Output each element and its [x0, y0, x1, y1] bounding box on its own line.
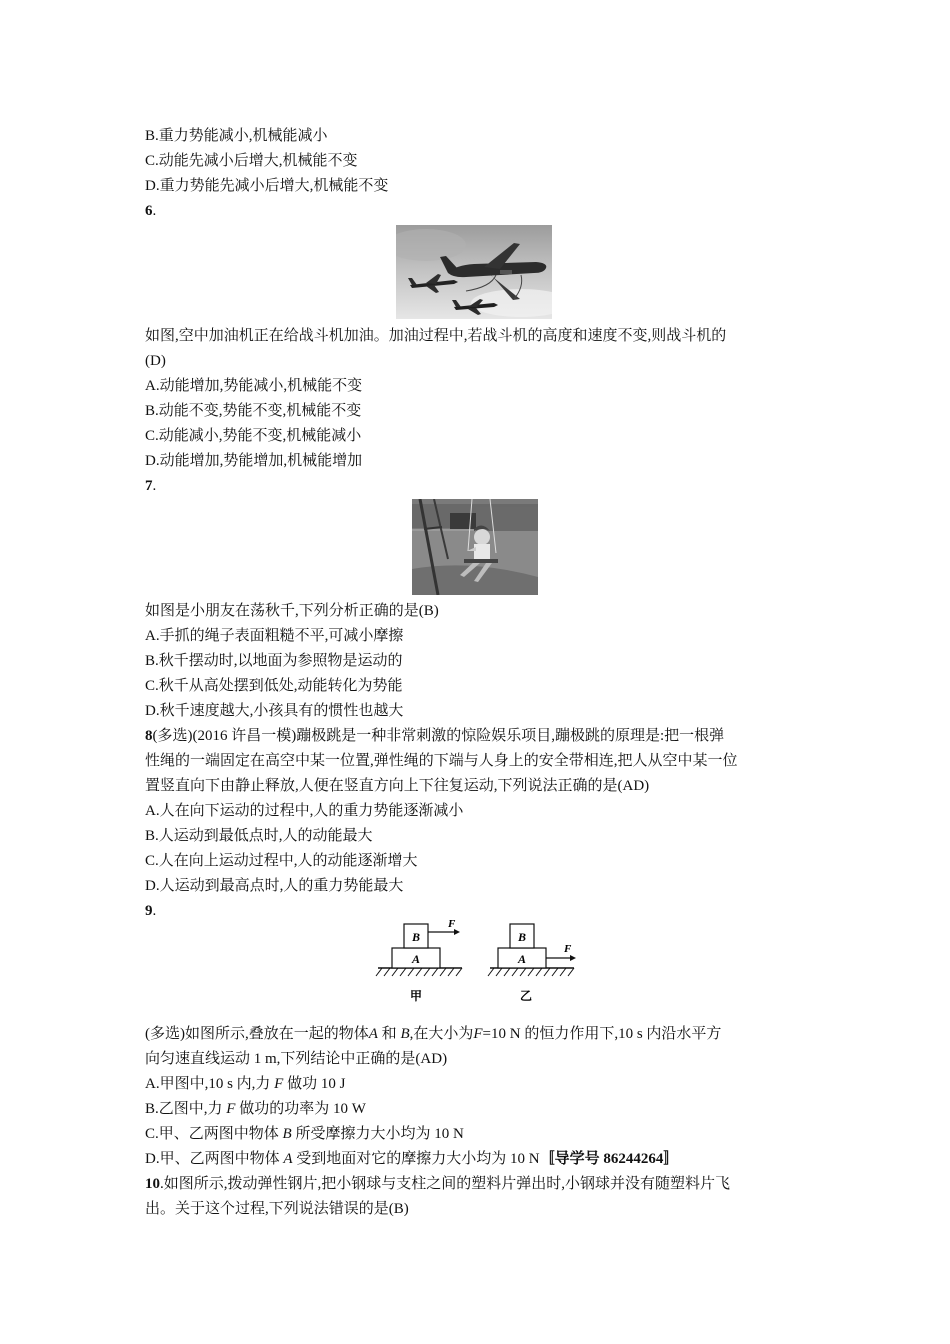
q8-stem-line3: 置竖直向下由静止释放,人便在竖直方向上下往复运动,下列说法正确的是(AD) [145, 778, 650, 794]
q9-option-d [145, 1149, 678, 1169]
q9-number: 9 [145, 903, 153, 919]
label-f: F [564, 943, 572, 955]
q6-option-b: B.动能不变,势能不变,机械能不变 [145, 403, 362, 419]
q9-option-text: 做功的功率为 10 W [239, 1101, 366, 1117]
q10-number: 10 [145, 1176, 160, 1192]
q7-number-line: 7. [145, 478, 157, 494]
q8-stem-line2: 性绳的一端固定在高空中某一位置,弹性绳的下端与人身上的安全带相连,把人从空中某一位 [145, 753, 738, 769]
figure-yi [488, 924, 576, 1003]
q8-stem-line1 [145, 726, 724, 746]
caption-jia: 甲 [409, 989, 423, 1003]
q7-swing-photo [412, 499, 538, 595]
q8-option-c: C.人在向上运动过程中,人的动能逐渐增大 [145, 853, 418, 869]
caption-yi: 乙 [519, 989, 533, 1003]
q9-option-text: 受到地面对它的摩擦力大小均为 10 N [296, 1151, 540, 1167]
q8-number: 8 [145, 728, 153, 744]
q9-option-b [145, 1099, 366, 1119]
q8-option-a: A.人在向下运动的过程中,人的重力势能逐渐减小 [145, 803, 464, 819]
var-f: F [274, 1076, 284, 1092]
q9-option-text: C.甲、乙两图中物体 [145, 1126, 279, 1142]
label-b: B [411, 930, 421, 944]
q7-option-c: C.秋千从高处摆到低处,动能转化为势能 [145, 678, 403, 694]
arrow-head-icon [570, 955, 576, 961]
q5-option-b: B.重力势能减小,机械能减小 [145, 128, 328, 144]
q9-option-a [145, 1074, 345, 1094]
figure-jia [376, 918, 462, 1003]
q5-option-c: C.动能先减小后增大,机械能不变 [145, 153, 358, 169]
q6-stem-line1: 如图,空中加油机正在给战斗机加油。加油过程中,若战斗机的高度和速度不变,则战斗机的 [145, 328, 727, 344]
q9-stem-text: 和 [381, 1026, 397, 1042]
q10-stem-line1 [145, 1174, 730, 1194]
q7-option-d: D.秋千速度越大,小孩具有的惯性也越大 [145, 703, 404, 719]
label-a: A [411, 952, 421, 966]
var-b: B [400, 1026, 410, 1042]
q9-option-text: B.乙图中,力 [145, 1101, 223, 1117]
q9-stem-line1 [145, 1024, 721, 1044]
q7-stem: 如图是小朋友在荡秋千,下列分析正确的是(B) [145, 603, 439, 619]
q9-number-line: 9. [145, 903, 157, 919]
var-f: F [473, 1026, 483, 1042]
var-b: B [282, 1126, 292, 1142]
q6-option-c: C.动能减小,势能不变,机械能减小 [145, 428, 362, 444]
q8-stem-line1-text: (多选)(2016 许昌一模)蹦极跳是一种非常刺激的惊险娱乐项目,蹦极跳的原理是:把一根弹 [152, 728, 725, 744]
q6-number: 6 [145, 203, 153, 219]
q6-option-a: A.动能增加,势能减小,机械能不变 [145, 378, 363, 394]
q6-refueling-photo [396, 225, 552, 319]
q9-option-text: A.甲图中,10 s 内,力 [145, 1076, 271, 1092]
q7-option-a: A.手抓的绳子表面粗糙不平,可减小摩擦 [145, 628, 404, 644]
q9-diagram [370, 918, 586, 1006]
q9-stem-text: ,在大小为 [409, 1026, 474, 1042]
q9-option-text: 做功 10 J [287, 1076, 346, 1092]
q9-option-c [145, 1124, 464, 1144]
q6-number-line: 6. [145, 203, 157, 219]
var-f: F [226, 1101, 236, 1117]
q9-stem-line2: 向匀速直线运动 1 m,下列结论中正确的是(AD) [145, 1051, 448, 1067]
q10-stem-line1-text: .如图所示,拨动弹性钢片,把小钢球与支柱之间的塑料片弹出时,小钢球并没有随塑料片飞 [160, 1176, 731, 1192]
label-b: B [517, 930, 527, 944]
q9-stem-text: (多选)如图所示,叠放在一起的物体 [145, 1026, 369, 1042]
q9-option-text: 所受摩擦力大小均为 10 N [295, 1126, 464, 1142]
var-a: A [283, 1151, 293, 1167]
var-a: A [368, 1026, 378, 1042]
q6-stem-line2: (D) [145, 353, 166, 369]
q9-option-text: D.甲、乙两图中物体 [145, 1151, 280, 1167]
q7-number: 7 [145, 478, 153, 494]
q7-option-b: B.秋千摆动时,以地面为参照物是运动的 [145, 653, 403, 669]
label-a: A [517, 952, 527, 966]
q5-option-d: D.重力势能先减小后增大,机械能不变 [145, 178, 389, 194]
q8-option-b: B.人运动到最低点时,人的动能最大 [145, 828, 373, 844]
q10-stem-line2: 出。关于这个过程,下列说法错误的是(B) [145, 1201, 409, 1217]
q6-option-d: D.动能增加,势能增加,机械能增加 [145, 453, 363, 469]
guide-reference-number: 〚导学号 86244264〛 [539, 1151, 679, 1167]
q8-option-d: D.人运动到最高点时,人的重力势能最大 [145, 878, 404, 894]
q9-stem-text: =10 N 的恒力作用下,10 s 内沿水平方 [482, 1026, 722, 1042]
label-f: F [448, 918, 456, 930]
